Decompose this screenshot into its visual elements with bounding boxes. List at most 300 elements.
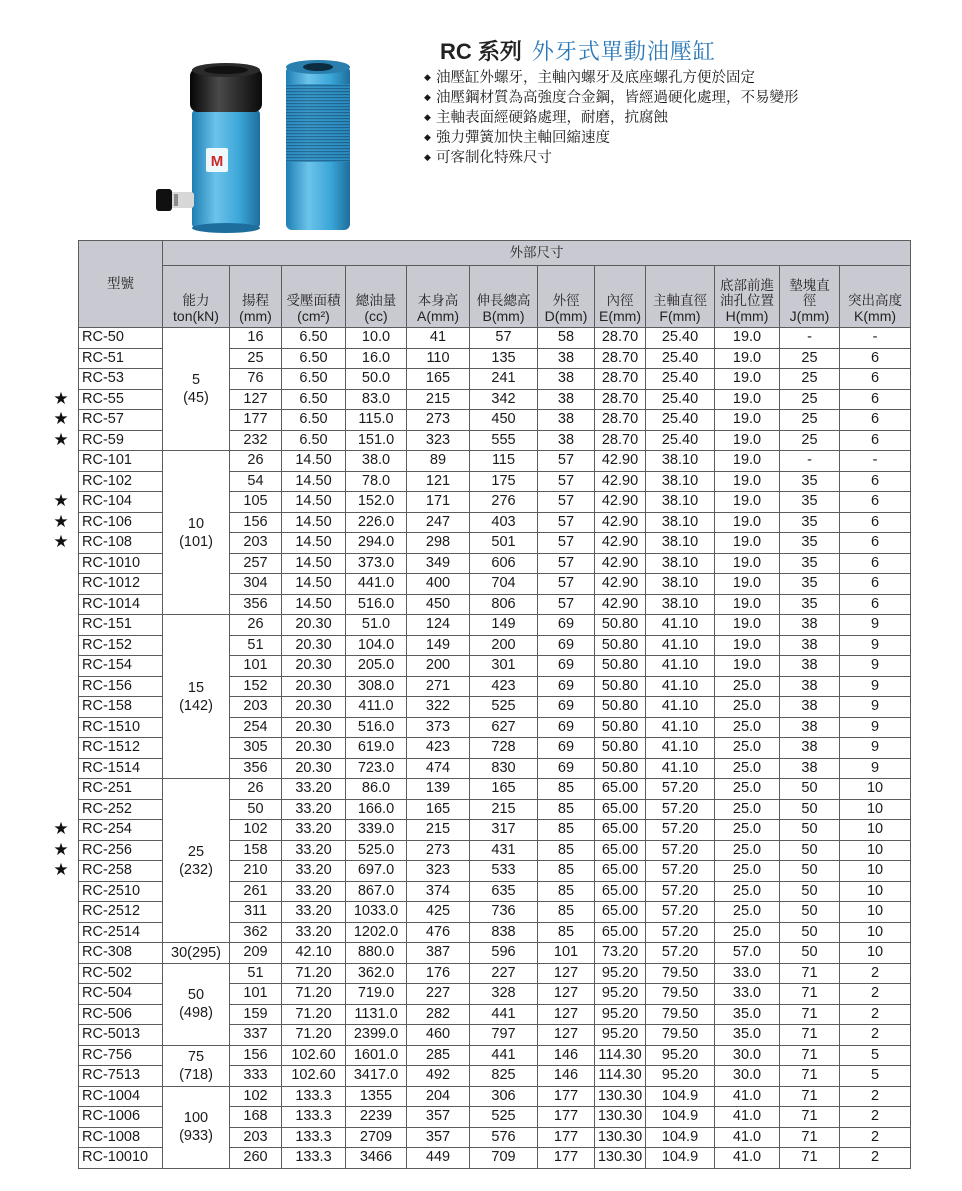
table-cell: 30.0 xyxy=(715,1045,780,1066)
column-unit: ton(kN) xyxy=(173,308,219,324)
table-cell: 127 xyxy=(230,389,282,410)
table-cell: 19.0 xyxy=(715,512,780,533)
table-cell: 177 xyxy=(538,1148,595,1169)
table-cell: 102.60 xyxy=(282,1066,346,1087)
table-cell: 227 xyxy=(470,963,538,984)
table-cell: 2 xyxy=(840,1025,911,1046)
table-cell: 6 xyxy=(840,369,911,390)
table-cell: 104.9 xyxy=(646,1086,715,1107)
table-cell: 736 xyxy=(470,902,538,923)
table-cell: 130.30 xyxy=(595,1127,646,1148)
table-cell: 38 xyxy=(780,635,840,656)
table-cell: 50 xyxy=(780,799,840,820)
table-cell: 65.00 xyxy=(595,922,646,943)
table-cell: 38.10 xyxy=(646,553,715,574)
table-cell: 133.3 xyxy=(282,1127,346,1148)
table-cell: 121 xyxy=(407,471,470,492)
table-cell: 177 xyxy=(230,410,282,431)
table-cell: 115.0 xyxy=(346,410,407,431)
table-cell: 85 xyxy=(538,881,595,902)
table-cell: 152.0 xyxy=(346,492,407,513)
table-cell: 133.3 xyxy=(282,1107,346,1128)
table-cell: 273 xyxy=(407,840,470,861)
table-cell: 41.10 xyxy=(646,635,715,656)
table-cell: 177 xyxy=(538,1127,595,1148)
table-cell: 57.20 xyxy=(646,943,715,964)
table-cell: 14.50 xyxy=(282,574,346,595)
table-cell: 576 xyxy=(470,1127,538,1148)
table-cell: 200 xyxy=(407,656,470,677)
table-cell: - xyxy=(840,451,911,472)
table-cell: 35.0 xyxy=(715,1025,780,1046)
table-cell: 71 xyxy=(780,1086,840,1107)
table-cell: 362 xyxy=(230,922,282,943)
table-cell: 533 xyxy=(470,861,538,882)
column-name: 受壓面積 xyxy=(286,293,341,309)
table-cell: 69 xyxy=(538,676,595,697)
table-cell: 619.0 xyxy=(346,738,407,759)
table-cell: 6.50 xyxy=(282,430,346,451)
table-cell: 175 xyxy=(470,471,538,492)
table-cell: 57.20 xyxy=(646,881,715,902)
table-cell: 79.50 xyxy=(646,984,715,1005)
table-row xyxy=(79,1086,911,1107)
table-cell: 33.20 xyxy=(282,779,346,800)
table-cell: 25.0 xyxy=(715,902,780,923)
model-cell: RC-1012 xyxy=(79,574,163,595)
table-cell: 71 xyxy=(780,1107,840,1128)
table-cell: 10 xyxy=(840,902,911,923)
table-cell: 165 xyxy=(407,799,470,820)
table-cell: 158 xyxy=(230,840,282,861)
table-cell: 25 xyxy=(780,348,840,369)
model-cell: RC-756 xyxy=(79,1045,163,1066)
table-cell: 2239 xyxy=(346,1107,407,1128)
feature-text: 主軸表面經硬鉻處理，耐磨，抗腐蝕 xyxy=(436,110,668,126)
table-cell: 10.0 xyxy=(346,328,407,349)
column-unit: D(mm) xyxy=(544,308,588,324)
table-cell: 33.20 xyxy=(282,799,346,820)
table-cell: 6 xyxy=(840,430,911,451)
table-cell: 50 xyxy=(230,799,282,820)
star-icon: ★ xyxy=(53,491,69,511)
model-cell: RC-50 xyxy=(79,328,163,349)
capacity-kn: (232) xyxy=(179,861,213,878)
table-cell: 133.3 xyxy=(282,1086,346,1107)
table-cell: 474 xyxy=(407,758,470,779)
star-icon: ★ xyxy=(53,409,69,429)
table-cell: 38.10 xyxy=(646,512,715,533)
table-cell: 333 xyxy=(230,1066,282,1087)
table-cell: 50.80 xyxy=(595,738,646,759)
feature-text: 可客制化特殊尺寸 xyxy=(436,150,552,166)
table-cell: 101 xyxy=(230,656,282,677)
table-cell: 423 xyxy=(407,738,470,759)
table-cell: 311 xyxy=(230,902,282,923)
table-cell: 104.9 xyxy=(646,1107,715,1128)
model-cell: RC-251 xyxy=(79,779,163,800)
table-cell: 26 xyxy=(230,615,282,636)
table-cell: 215 xyxy=(407,389,470,410)
table-cell: 19.0 xyxy=(715,430,780,451)
table-cell: 723.0 xyxy=(346,758,407,779)
table-cell: 14.50 xyxy=(282,594,346,615)
table-cell: 57.20 xyxy=(646,861,715,882)
table-row xyxy=(79,328,911,349)
table-cell: 825 xyxy=(470,1066,538,1087)
table-cell: 42.90 xyxy=(595,533,646,554)
table-cell: 78.0 xyxy=(346,471,407,492)
table-cell: 627 xyxy=(470,717,538,738)
table-cell: 25.0 xyxy=(715,840,780,861)
star-icon: ★ xyxy=(53,512,69,532)
table-cell: 38 xyxy=(538,348,595,369)
table-cell: 102 xyxy=(230,820,282,841)
bullet-icon: ◆ xyxy=(424,93,431,103)
table-cell: 71 xyxy=(780,1045,840,1066)
table-cell: 247 xyxy=(407,512,470,533)
column-header xyxy=(282,266,346,328)
column-name: 能力 xyxy=(182,293,210,309)
capacity-ton: 15 xyxy=(187,679,205,696)
table-row xyxy=(79,943,911,964)
star-icon: ★ xyxy=(53,430,69,450)
table-cell: 357 xyxy=(407,1127,470,1148)
table-cell: 374 xyxy=(407,881,470,902)
bullet-icon: ◆ xyxy=(424,73,431,83)
capacity-kn: (45) xyxy=(183,390,209,406)
table-cell: 25 xyxy=(780,369,840,390)
table-cell: 460 xyxy=(407,1025,470,1046)
column-header xyxy=(646,266,715,328)
table-cell: 719.0 xyxy=(346,984,407,1005)
table-cell: 25.0 xyxy=(715,779,780,800)
model-cell: RC-502 xyxy=(79,963,163,984)
table-cell: 25.40 xyxy=(646,430,715,451)
table-cell: 516.0 xyxy=(346,717,407,738)
table-cell: 441 xyxy=(470,1045,538,1066)
table-cell: 38.10 xyxy=(646,451,715,472)
table-cell: 57.20 xyxy=(646,799,715,820)
table-cell: 42.90 xyxy=(595,451,646,472)
table-cell: 830 xyxy=(470,758,538,779)
table-cell: 85 xyxy=(538,922,595,943)
table-cell: - xyxy=(840,328,911,349)
table-cell: 41.10 xyxy=(646,758,715,779)
table-cell: 38 xyxy=(780,697,840,718)
table-cell: 79.50 xyxy=(646,1025,715,1046)
model-cell: RC-2510 xyxy=(79,881,163,902)
table-cell: 19.0 xyxy=(715,348,780,369)
table-cell: 6 xyxy=(840,410,911,431)
capacity-cell xyxy=(163,1086,230,1168)
table-cell: 203 xyxy=(230,1127,282,1148)
table-cell: 41.10 xyxy=(646,717,715,738)
table-cell: 14.50 xyxy=(282,512,346,533)
table-cell: 38.10 xyxy=(646,533,715,554)
table-cell: 431 xyxy=(470,840,538,861)
star-icon: ★ xyxy=(53,840,69,860)
table-cell: 423 xyxy=(470,676,538,697)
table-cell: 41.10 xyxy=(646,738,715,759)
capacity-cell xyxy=(163,963,230,1045)
column-header xyxy=(715,266,780,328)
table-cell: 102 xyxy=(230,1086,282,1107)
table-cell: 337 xyxy=(230,1025,282,1046)
model-cell: RC-1510 xyxy=(79,717,163,738)
table-cell: 19.0 xyxy=(715,574,780,595)
column-name: 突出高度 xyxy=(848,293,903,309)
table-cell: 33.20 xyxy=(282,820,346,841)
table-cell: 19.0 xyxy=(715,410,780,431)
table-cell: 124 xyxy=(407,615,470,636)
table-cell: 133.3 xyxy=(282,1148,346,1169)
star-icon: ★ xyxy=(53,819,69,839)
table-cell: 880.0 xyxy=(346,943,407,964)
feature-text: 油壓缸外螺牙，主軸內螺牙及底座螺孔方便於固定 xyxy=(436,70,755,86)
table-cell: 10 xyxy=(840,922,911,943)
table-cell: 42.90 xyxy=(595,553,646,574)
series-label: RC 系列 xyxy=(440,39,522,64)
table-cell: 38 xyxy=(538,369,595,390)
table-cell: 3466 xyxy=(346,1148,407,1169)
column-header xyxy=(780,266,840,328)
table-cell: 317 xyxy=(470,820,538,841)
model-cell: RC-1004 xyxy=(79,1086,163,1107)
model-cell: RC-51 xyxy=(79,348,163,369)
table-cell: 95.20 xyxy=(595,1025,646,1046)
page-title xyxy=(440,35,716,66)
table-cell: 298 xyxy=(407,533,470,554)
table-cell: 25.40 xyxy=(646,348,715,369)
table-cell: 50.80 xyxy=(595,656,646,677)
table-cell: 19.0 xyxy=(715,615,780,636)
capacity-kn: (101) xyxy=(179,533,213,550)
table-cell: 19.0 xyxy=(715,389,780,410)
table-cell: 28.70 xyxy=(595,410,646,431)
table-cell: 6 xyxy=(840,389,911,410)
table-cell: 2 xyxy=(840,1127,911,1148)
table-cell: 25.0 xyxy=(715,697,780,718)
table-cell: 492 xyxy=(407,1066,470,1087)
model-header: 型號 xyxy=(79,241,163,328)
table-cell: 33.20 xyxy=(282,840,346,861)
table-cell: 104.9 xyxy=(646,1127,715,1148)
table-cell: 149 xyxy=(407,635,470,656)
table-cell: 57 xyxy=(538,451,595,472)
capacity-ton: 75 xyxy=(187,1048,205,1065)
table-cell: 25 xyxy=(780,389,840,410)
table-cell: 14.50 xyxy=(282,471,346,492)
table-cell: 177 xyxy=(538,1107,595,1128)
model-cell: RC-158 xyxy=(79,697,163,718)
column-name: 伸長總高 xyxy=(476,293,531,309)
table-cell: 69 xyxy=(538,717,595,738)
logo-mark: M xyxy=(210,153,224,170)
table-cell: 2 xyxy=(840,1086,911,1107)
table-cell: 41.10 xyxy=(646,656,715,677)
table-cell: 130.30 xyxy=(595,1107,646,1128)
table-cell: 149 xyxy=(470,615,538,636)
table-cell: 65.00 xyxy=(595,881,646,902)
capacity-kn: (718) xyxy=(179,1066,213,1083)
table-cell: 2 xyxy=(840,1107,911,1128)
table-cell: 57.20 xyxy=(646,840,715,861)
star-icon: ★ xyxy=(53,389,69,409)
table-cell: 127 xyxy=(538,963,595,984)
table-cell: 101 xyxy=(230,984,282,1005)
table-cell: 356 xyxy=(230,594,282,615)
table-cell: 400 xyxy=(407,574,470,595)
column-name: 總油量 xyxy=(355,293,397,309)
table-cell: 54 xyxy=(230,471,282,492)
feature-list xyxy=(424,68,799,168)
table-cell: 1033.0 xyxy=(346,902,407,923)
table-cell: 257 xyxy=(230,553,282,574)
table-cell: 38 xyxy=(780,717,840,738)
table-cell: 41.0 xyxy=(715,1086,780,1107)
table-cell: 6 xyxy=(840,348,911,369)
table-cell: 322 xyxy=(407,697,470,718)
table-cell: 215 xyxy=(407,820,470,841)
table-cell: 42.90 xyxy=(595,471,646,492)
table-cell: 5 xyxy=(840,1045,911,1066)
model-cell: RC-5013 xyxy=(79,1025,163,1046)
table-cell: 362.0 xyxy=(346,963,407,984)
table-cell: 73.20 xyxy=(595,943,646,964)
table-cell: 33.20 xyxy=(282,881,346,902)
table-cell: 33.20 xyxy=(282,902,346,923)
table-cell: 33.0 xyxy=(715,984,780,1005)
table-cell: 166.0 xyxy=(346,799,407,820)
column-unit: E(mm) xyxy=(599,308,641,324)
table-cell: 165 xyxy=(407,369,470,390)
table-cell: 42.90 xyxy=(595,512,646,533)
table-cell: 9 xyxy=(840,615,911,636)
table-cell: 28.70 xyxy=(595,348,646,369)
table-cell: 79.50 xyxy=(646,1004,715,1025)
table-cell: 6 xyxy=(840,512,911,533)
star-icon: ★ xyxy=(53,860,69,880)
table-cell: 10 xyxy=(840,943,911,964)
table-cell: 51 xyxy=(230,963,282,984)
table-cell: 20.30 xyxy=(282,676,346,697)
column-header xyxy=(163,266,230,328)
model-cell: RC-154 xyxy=(79,656,163,677)
table-cell: 35.0 xyxy=(715,1004,780,1025)
table-cell: 304 xyxy=(230,574,282,595)
model-cell: RC-308 xyxy=(79,943,163,964)
table-cell: 57 xyxy=(470,328,538,349)
table-cell: 209 xyxy=(230,943,282,964)
table-cell: 65.00 xyxy=(595,779,646,800)
table-cell: 205.0 xyxy=(346,656,407,677)
table-cell: 450 xyxy=(470,410,538,431)
capacity-cell xyxy=(163,451,230,615)
table-cell: 349 xyxy=(407,553,470,574)
table-cell: 35 xyxy=(780,471,840,492)
table-cell: 339.0 xyxy=(346,820,407,841)
table-cell: 373 xyxy=(407,717,470,738)
capacity-ton: 10 xyxy=(187,515,205,532)
table-cell: 6 xyxy=(840,574,911,595)
table-cell: 110 xyxy=(407,348,470,369)
table-cell: 65.00 xyxy=(595,861,646,882)
table-cell: 501 xyxy=(470,533,538,554)
capacity-ton: 100 xyxy=(183,1110,209,1126)
table-cell: 69 xyxy=(538,697,595,718)
model-cell: RC-1008 xyxy=(79,1127,163,1148)
model-cell: RC-258 xyxy=(79,861,163,882)
table-cell: 441 xyxy=(470,1004,538,1025)
table-cell: - xyxy=(780,451,840,472)
model-cell: RC-102 xyxy=(79,471,163,492)
table-cell: 25.40 xyxy=(646,389,715,410)
table-cell: 273 xyxy=(407,410,470,431)
table-cell: 9 xyxy=(840,697,911,718)
table-cell: 635 xyxy=(470,881,538,902)
model-cell: RC-152 xyxy=(79,635,163,656)
column-name: 內徑 xyxy=(606,293,634,309)
product-header xyxy=(0,0,962,235)
table-cell: 25.0 xyxy=(715,820,780,841)
table-cell: 3417.0 xyxy=(346,1066,407,1087)
table-cell: 38.0 xyxy=(346,451,407,472)
table-cell: 35 xyxy=(780,594,840,615)
model-cell: RC-106 xyxy=(79,512,163,533)
dimensions-header: 外部尺寸 xyxy=(163,241,911,266)
table-cell: 57.0 xyxy=(715,943,780,964)
table-cell: 71.20 xyxy=(282,984,346,1005)
table-cell: 151.0 xyxy=(346,430,407,451)
table-cell: 50 xyxy=(780,820,840,841)
table-cell: 28.70 xyxy=(595,369,646,390)
table-cell: 71 xyxy=(780,1004,840,1025)
table-cell: 728 xyxy=(470,738,538,759)
table-cell: 57 xyxy=(538,492,595,513)
capacity-cell xyxy=(163,1045,230,1086)
table-cell: 200 xyxy=(470,635,538,656)
table-cell: 42.10 xyxy=(282,943,346,964)
table-cell: 38 xyxy=(780,738,840,759)
column-name: 底部前進油孔位置 xyxy=(720,278,774,309)
table-cell: 10 xyxy=(840,820,911,841)
table-cell: 357 xyxy=(407,1107,470,1128)
table-cell: 301 xyxy=(470,656,538,677)
table-cell: 25 xyxy=(780,410,840,431)
table-cell: 26 xyxy=(230,451,282,472)
table-cell: 127 xyxy=(538,1025,595,1046)
capacity-kn: (933) xyxy=(179,1128,213,1144)
table-cell: 14.50 xyxy=(282,492,346,513)
table-cell: 19.0 xyxy=(715,451,780,472)
table-cell: 25.40 xyxy=(646,410,715,431)
table-cell: 83.0 xyxy=(346,389,407,410)
table-cell: 130.30 xyxy=(595,1086,646,1107)
table-cell: 25 xyxy=(780,430,840,451)
table-cell: 95.20 xyxy=(595,984,646,1005)
table-cell: 104.0 xyxy=(346,635,407,656)
table-cell: 71 xyxy=(780,1025,840,1046)
table-cell: 697.0 xyxy=(346,861,407,882)
table-cell: 516.0 xyxy=(346,594,407,615)
model-cell: RC-10010 xyxy=(79,1148,163,1169)
table-cell: 6.50 xyxy=(282,348,346,369)
table-cell: 71 xyxy=(780,1066,840,1087)
table-cell: 6 xyxy=(840,492,911,513)
column-name: 外徑 xyxy=(552,293,580,309)
table-cell: 25.0 xyxy=(715,758,780,779)
